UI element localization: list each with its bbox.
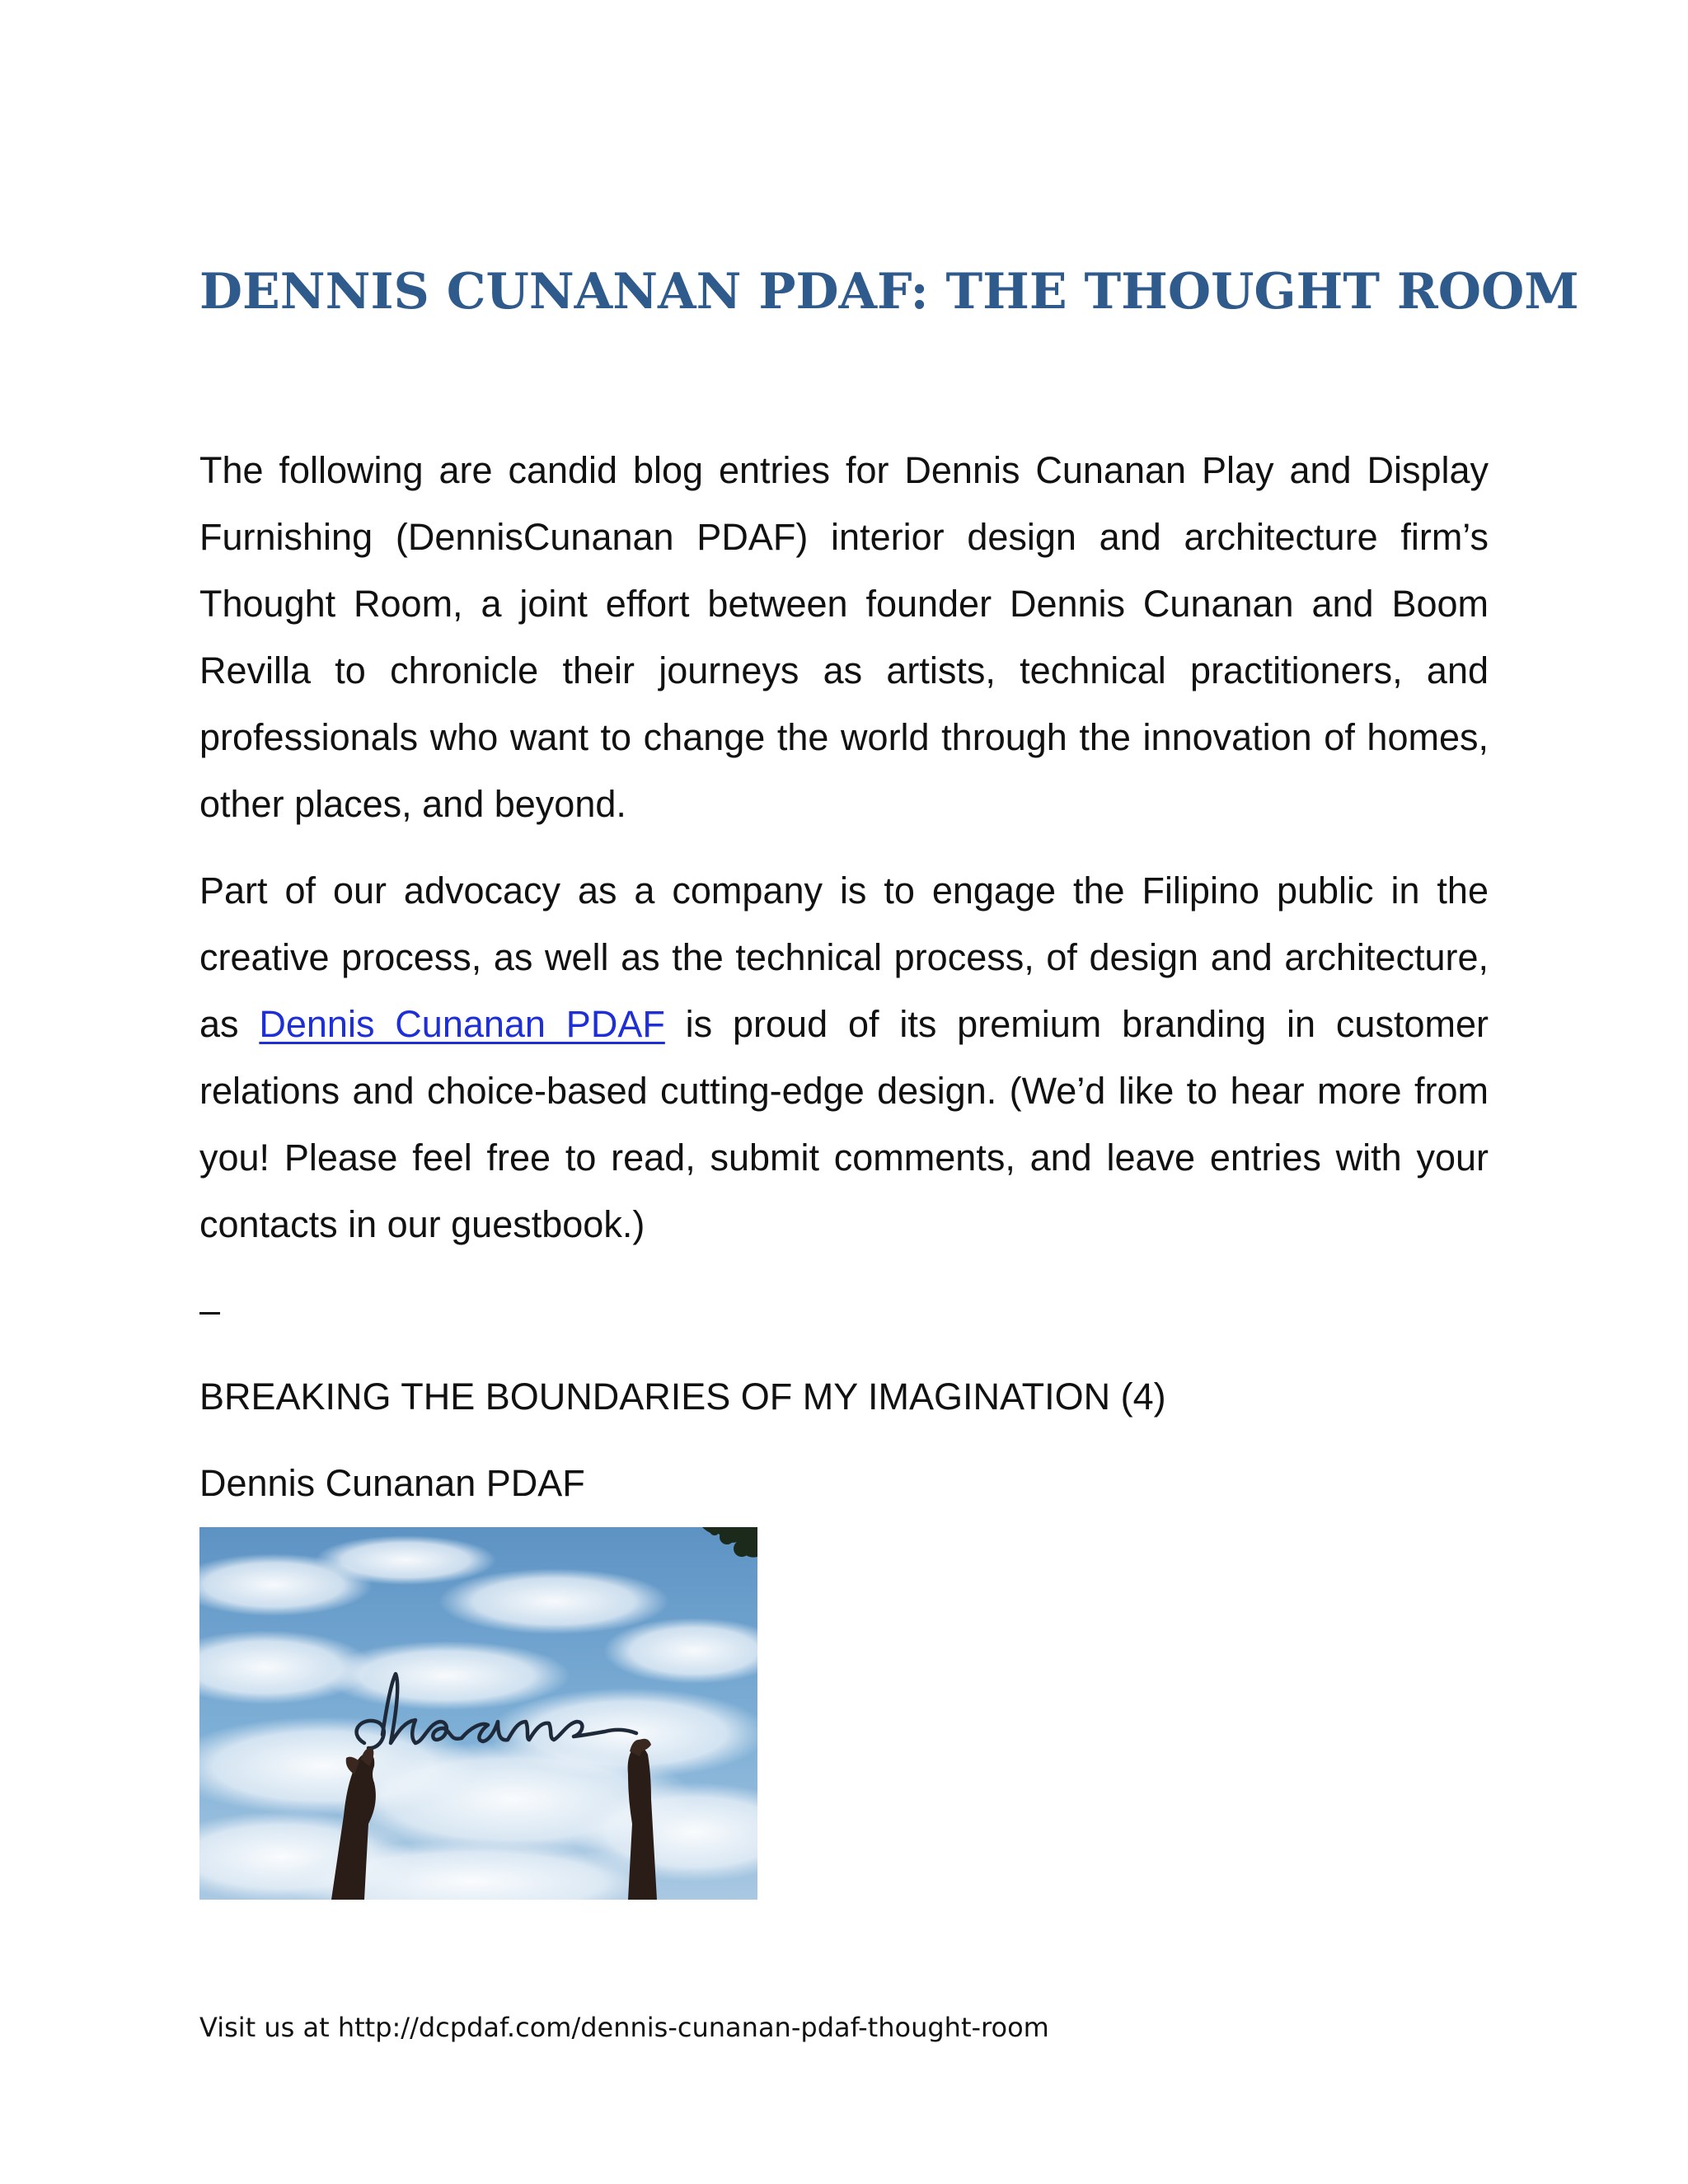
advocacy-text-after-link: is proud of its premium branding in customer relations and choice-based cutting-edge design. (We’d like to hear more from you! Please feel free to read, submit comments, and leave entries with your contacts in our guestbook.) bbox=[199, 1003, 1489, 1245]
post-author: Dennis Cunanan PDAF bbox=[199, 1462, 585, 1504]
advocacy-text-before-link: Part of our advocacy as a company is to engage the Filipino public in the creative process, as well as the technical process, of design and architecture, as bbox=[199, 869, 1489, 1045]
dreams-photo-illustration bbox=[199, 1527, 757, 1900]
footer-visit-url: Visit us at http://dcpdaf.com/dennis-cunanan-pdaf-thought-room bbox=[199, 2012, 1049, 2043]
page-title: DENNIS CUNANAN PDAF: THE THOUGHT ROOM bbox=[199, 263, 1579, 321]
dreams-photo bbox=[199, 1527, 757, 1900]
section-separator: – bbox=[199, 1289, 221, 1331]
advocacy-paragraph bbox=[199, 857, 1489, 1258]
post-heading: BREAKING THE BOUNDARIES OF MY IMAGINATION (4) bbox=[199, 1376, 1166, 1418]
dennis-cunanan-pdaf-link[interactable]: Dennis Cunanan PDAF bbox=[259, 1003, 665, 1045]
intro-paragraph: The following are candid blog entries for Dennis Cunanan Play and Display Furnishing (DennisCunanan PDAF) interior design and architecture firm’s Thought Room, a joint effort between founder Dennis Cunanan and Boom Revilla to chronicle their journeys as artists, technical practitioners, and professionals who want to change the world through the innovation of homes, other places, and beyond. bbox=[199, 449, 1489, 825]
